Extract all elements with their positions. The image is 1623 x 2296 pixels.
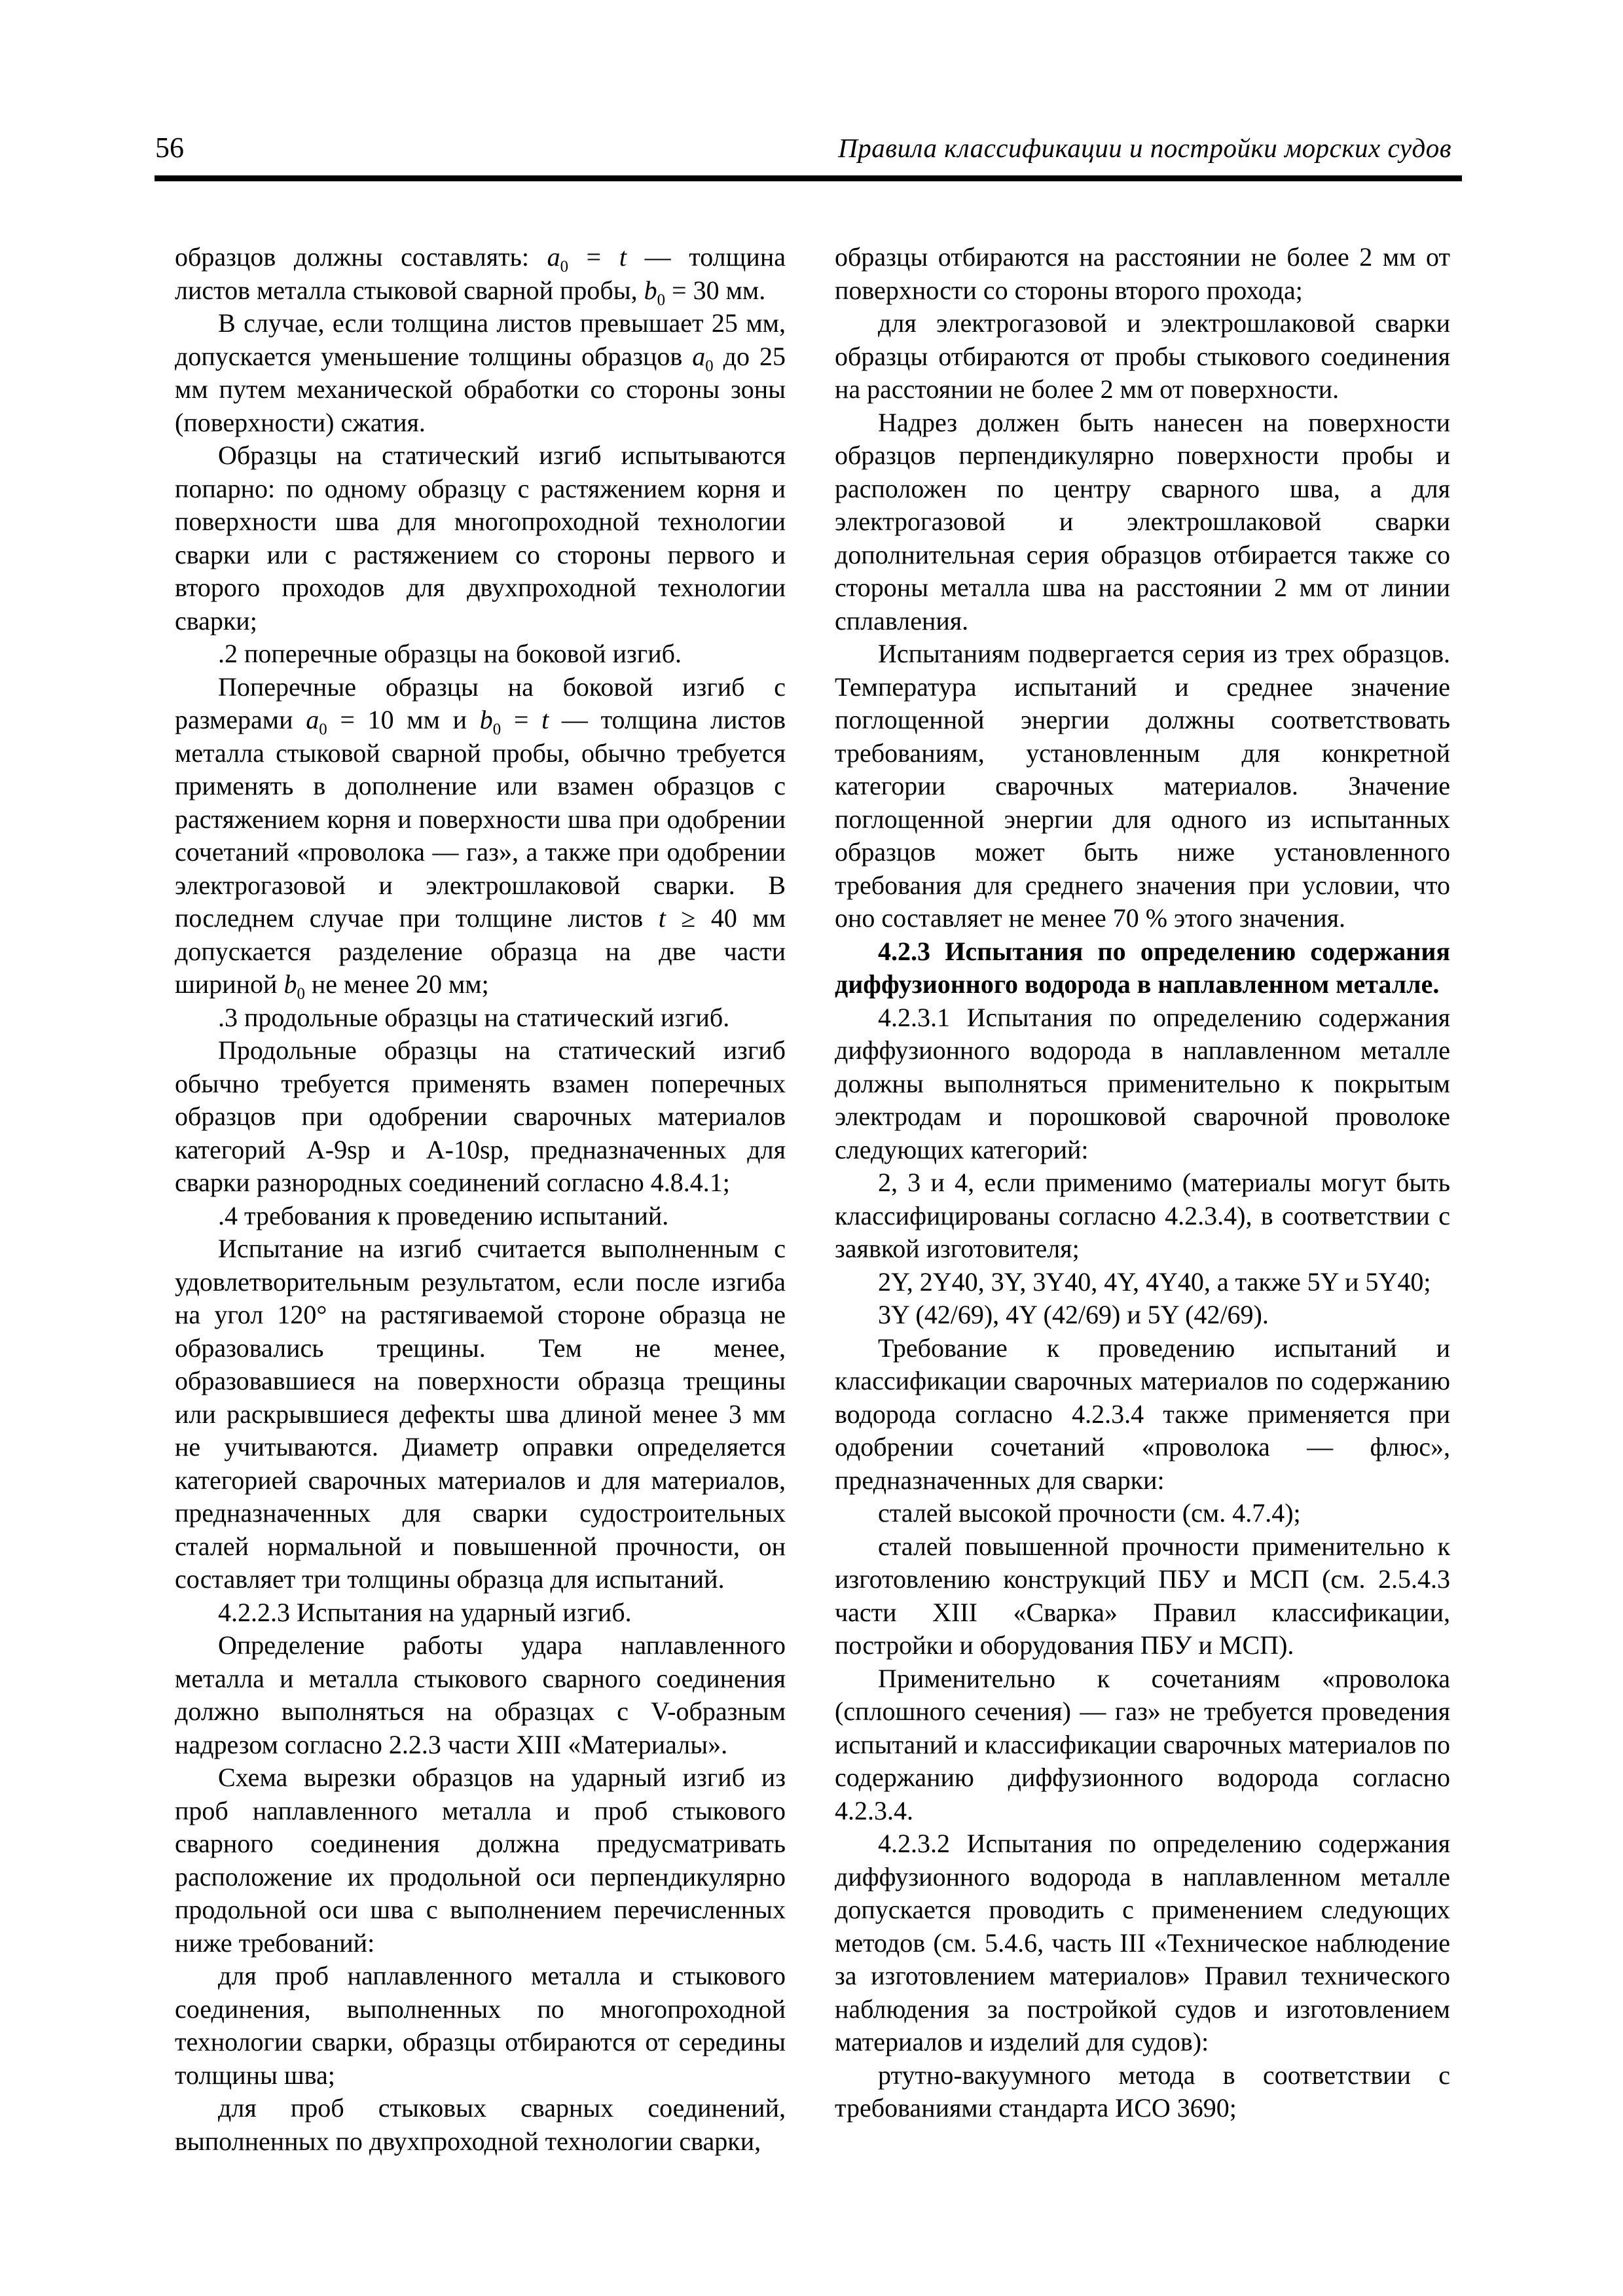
paragraph: образцы отбираются на расстоянии не более 2 мм от поверхности со стороны второго прохода; [835, 242, 1450, 305]
paragraph: для электрогазовой и электрошлаковой сварки образцы отбираются от пробы стыкового соединения на расстоянии не более 2 мм от поверхности. [835, 308, 1450, 404]
column-left [175, 241, 786, 2158]
paragraph: .2 поперечные образцы на боковой изгиб. [218, 639, 682, 668]
paragraph: ртутно-вакуумного метода в соответствии с требованиями стандарта ИСО 3690; [835, 2060, 1450, 2123]
paragraph: Испытание на изгиб считается выполненным с удовлетворительным результатом, если после изгиба на угол 120° на растягиваемой стороне образца не образовались трещины. Тем не менее, образовавшиеся на поверхности образца трещины или раскрывшиеся дефекты шва длиной менее 3 мм не учитываются. Диаметр оправки определяется категорией сварочных материалов и для материалов, предназначенных для сварки судостроительных сталей нормальной и повышенной прочности, он составляет три толщины образца для испытаний. [175, 1234, 786, 1594]
paragraph: Испытаниям подвергается серия из трех образцов. Температура испытаний и среднее значение поглощенной энергии должны соответствовать требованиям, установленным для конкретной категории сварочных материалов. Значение поглощенной энергии для одного из испытанных образцов может быть ниже установленного требования для среднего значения при условии, что оно составляет не менее 70 % этого значения. [835, 639, 1450, 933]
paragraph: .4 требования к проведению испытаний. [218, 1200, 669, 1230]
paragraph: сталей повышенной прочности применительно к изготовлению конструкций ПБУ и МСП (см. 2.5.4.3 части XIII «Сварка» Правил классификации, постройки и оборудования ПБУ и МСП). [835, 1531, 1450, 1660]
paragraph: сталей высокой прочности (см. 4.7.4); [878, 1498, 1301, 1528]
paragraph: Схема вырезки образцов на ударный изгиб из проб наплавленного металла и проб стыкового сварного соединения должна предусматривать расположение их продольной оси перпендикулярно продольной оси шва с выполнением перечисленных ниже требований: [175, 1763, 786, 1958]
paragraph: 3Y (42/69), 4Y (42/69) и 5Y (42/69). [878, 1300, 1269, 1329]
running-title: Правила классификации и постройки морских судов [838, 133, 1451, 163]
paragraph: образцов должны составлять: $a_0 = t$ — толщина листов металла стыковой сварной пробы, $b_0 = 30$ мм. [175, 242, 786, 309]
page-number: 56 [155, 132, 184, 164]
paragraph: 4.2.2.3 Испытания на ударный изгиб. [218, 1597, 632, 1627]
paragraph: Надрез должен быть нанесен на поверхности образцов перпендикулярно поверхности пробы и расположен по центру сварного шва, а для электрогазовой и электрошлаковой сварки дополнительная серия образцов отбирается также со стороны металла шва на расстоянии 2 мм от линии сплавления. [835, 407, 1450, 636]
paragraph: 2Y, 2Y40, 3Y, 3Y40, 4Y, 4Y40, а также 5Y и 5Y40; [878, 1266, 1431, 1297]
paragraph: для проб наплавленного металла и стыкового соединения, выполненных по многопроходной технологии сварки, образцы отбираются от середины толщины шва; [175, 1961, 786, 2090]
paragraph: Поперечные образцы на боковой изгиб с размерами $a_0 = 10$ мм и $b_0 = t$ — толщина листов металла стыковой сварной пробы, обычно требуется применять в дополнение или взамен образцов с растяжением корня и поверхности шва при одобрении сочетаний «проволока — газ», а также при одобрении электрогазовой и электрошлаковой сварки. В последнем случае при толщине листов t ≥ 40 мм допускается разделение образца на две части шириной $b_0$ не менее 20 мм; [175, 672, 786, 1003]
paragraph: В случае, если толщина листов превышает 25 мм, допускается уменьшение толщины образцов $a_0$ до 25 мм путем механической обработки со стороны зоны (поверхности) сжатия. [175, 308, 786, 437]
paragraph: 4.2.3.1 Испытания по определению содержания диффузионного водорода в наплавленном металле должны выполняться применительно к покрытым электродам и порошковой сварочной проволоке следующих категорий: [835, 1002, 1450, 1164]
paragraph: Образцы на статический изгиб испытываются попарно: по одному образцу с растяжением корня и поверхности шва для многопроходной технологии сварки или с растяжением со стороны первого и второго проходов для двухпроходной технологии сварки; [175, 440, 786, 636]
paragraph: 2, 3 и 4, если применимо (материалы могут быть классифицированы согласно 4.2.3.4), в соответствии с заявкой изготовителя; [835, 1168, 1450, 1263]
paragraph: 4.2.3 Испытания по определению содержания диффузионного водорода в наплавленном металле. [835, 936, 1450, 999]
paragraph: .3 продольные образцы на статический изгиб. [218, 1002, 730, 1032]
paragraph: 4.2.3.2 Испытания по определению содержания диффузионного водорода в наплавленном металле допускается проводить с применением следующих методов (см. 5.4.6, часть III «Техническое наблюдение за изготовлением материалов» Правил технического наблюдения за постройкой судов и изготовлением материалов и изделий для судов): [835, 1829, 1450, 2056]
paragraph: Применительно к сочетаниям «проволока (сплошного сечения) — газ» не требуется проведения испытаний и классификации сварочных материалов по содержанию диффузионного водорода согласно 4.2.3.4. [835, 1663, 1450, 1825]
paragraph: Продольные образцы на статический изгиб обычно требуется применять взамен поперечных образцов при одобрении сварочных материалов категорий А-9sp и А-10sp, предназначенных для сварки разнородных соединений согласно 4.8.4.1; [175, 1035, 786, 1197]
paragraph: Требование к проведению испытаний и классификации сварочных материалов по содержанию водорода согласно 4.2.3.4 также применяется при одобрении сочетаний «проволока — флюс», предназначенных для сварки: [835, 1333, 1450, 1495]
header-rule [155, 175, 1462, 181]
column-right [835, 241, 1450, 2125]
paragraph: для проб стыковых сварных соединений, выполненных по двухпроходной технологии сварки, [175, 2093, 786, 2156]
paragraph: Определение работы удара наплавленного металла и металла стыкового сварного соединения должно выполняться на образцах с V-образным надрезом согласно 2.2.3 части XIII «Материалы». [175, 1630, 786, 1759]
